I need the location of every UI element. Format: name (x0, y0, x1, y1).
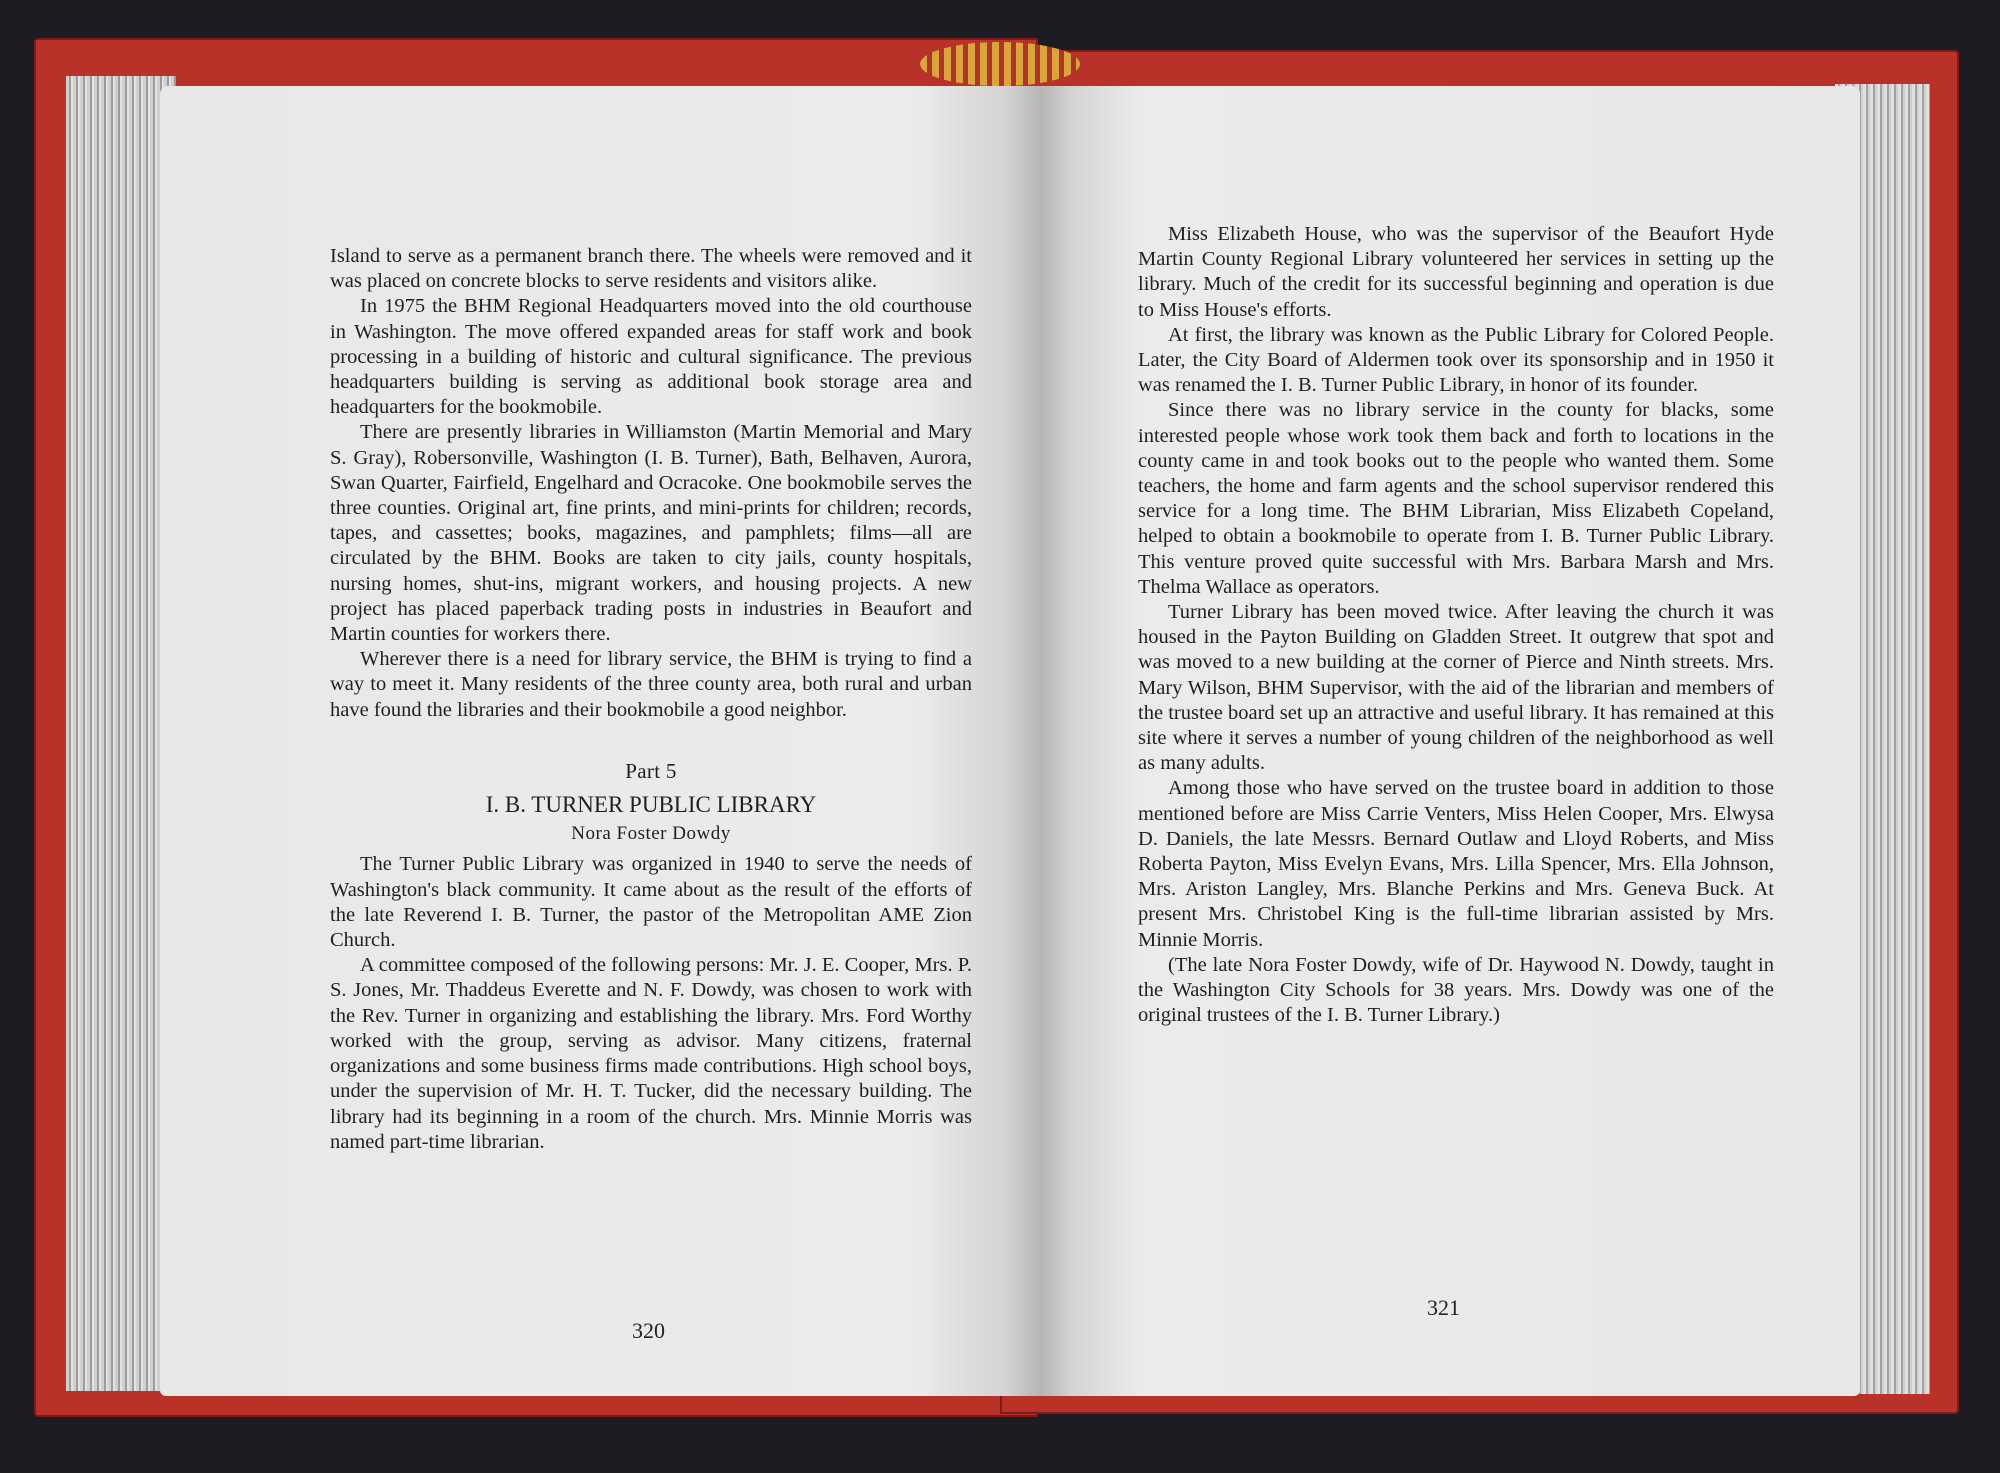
section-heading (330, 759, 972, 847)
right-page (1040, 86, 1860, 1396)
paragraph: At first, the library was known as the Public Library for Colored People. Later, the City Board of Aldermen took over its sponsorship and in 1950 it was renamed the I. B. Turner Public Library, in honor of its founder. (1138, 323, 1774, 397)
paragraph: Turner Library has been moved twice. After leaving the church it was housed in the Payton Building on Gladden Street. It outgrew that spot and was moved to a new building at the corner of Pierce and Ninth streets. Mrs. Mary Wilson, BHM Supervisor, with the aid of the librarian and members of the trustee board set up an attractive and useful library. It has remained at this site where it serves a number of young children of the neighborhood as well as many adults. (1138, 601, 1774, 775)
right-page-text (1138, 222, 1774, 1029)
part-label: Part 5 (625, 758, 677, 783)
page-number: 320 (632, 1318, 665, 1343)
paragraph: A committee composed of the following persons: Mr. J. E. Cooper, Mrs. P. S. Jones, Mr. Thaddeus Everette and N. F. Dowdy, was chosen to work with the Rev. Turner in organizing and establishing the library. Mrs. Ford Worthy worked with the group, serving as advisor. Many citizens, fraternal organizations and some business firms made contributions. High school boys, under the supervision of Mr. H. T. Tucker, did the necessary building. The library had its beginning in a room of the church. Mrs. Minnie Morris was named part-time librarian. (330, 954, 972, 1153)
paragraph: Island to serve as a permanent branch there. The wheels were removed and it was placed on concrete blocks to serve residents and visitors alike. (330, 245, 972, 293)
ribbon-bookmark (920, 42, 1080, 86)
paragraph: There are presently libraries in Williamston (Martin Memorial and Mary S. Gray), Robersonville, Washington (I. B. Turner), Bath, Belhaven, Aurora, Swan Quarter, Fairfield, Engelhard and Ocracoke. One bookmobile serves the three counties. Original art, fine prints, and mini-prints for children; records, tapes, and cassettes; books, magazines, and pamphlets; films—all are circulated by the BHM. Books are taken to city jails, county hospitals, nursing homes, shut-ins, migrant workers, and housing projects. A new project has placed paperback trading posts in industries in Beaufort and Martin counties for workers there. (330, 421, 972, 646)
author-note: (The late Nora Foster Dowdy, wife of Dr. Haywood N. Dowdy, taught in the Washington City Schools for 38 years. Mrs. Dowdy was one of the original trustees of the I. B. Turner Library.) (1138, 953, 1774, 1027)
left-page (160, 86, 1040, 1396)
section-title: I. B. TURNER PUBLIC LIBRARY (485, 792, 817, 818)
paragraph: Among those who have served on the trustee board in addition to those mentioned before are Miss Carrie Venters, Miss Helen Cooper, Mrs. Elwysa D. Daniels, the late Messrs. Bernard Outlaw and Lloyd Roberts, and Miss Roberta Payton, Miss Evelyn Evans, Mrs. Lilla Spencer, Mrs. Ella Johnson, Mrs. Ariston Langley, Mrs. Blanche Perkins and Mrs. Geneva Buck. At present Mrs. Christobel King is the full-time librarian assisted by Mrs. Minnie Morris. (1138, 777, 1774, 951)
page-number: 321 (1427, 1295, 1460, 1320)
section-author: Nora Foster Dowdy (571, 823, 731, 845)
paragraph: Since there was no library service in the county for blacks, some interested people whose work took them back and forth to locations in the county came in and took books out to the people who wanted them. Some teachers, the home and farm agents and the school supervisor rendered this service for a long time. The BHM Librarian, Miss Elizabeth Copeland, helped to obtain a bookmobile to operate from I. B. Turner Public Library. This venture proved quite successful with Mrs. Barbara Marsh and Mrs. Thelma Wallace as operators. (1138, 399, 1774, 598)
paragraph: In 1975 the BHM Regional Headquarters moved into the old courthouse in Washington. The move offered expanded areas for staff work and book processing in a building of historic and cultural significance. The previous headquarters building is serving as additional book storage area and headquarters for the bookmobile. (330, 295, 972, 419)
paragraph: Wherever there is a need for library service, the BHM is trying to find a way to meet it. Many residents of the three county area, both rural and urban have found the libraries and their bookmobile a good neighbor. (330, 648, 972, 721)
left-page-text (330, 244, 972, 1155)
paragraph: Miss Elizabeth House, who was the supervisor of the Beaufort Hyde Martin County Regional Library volunteered her services in setting up the library. Much of the credit for its successful beginning and operation is due to Miss House's efforts. (1138, 223, 1774, 321)
paragraph: The Turner Public Library was organized in 1940 to serve the needs of Washington's black community. It came about as the result of the efforts of the late Reverend I. B. Turner, the pastor of the Metropolitan AME Zion Church. (330, 853, 972, 952)
